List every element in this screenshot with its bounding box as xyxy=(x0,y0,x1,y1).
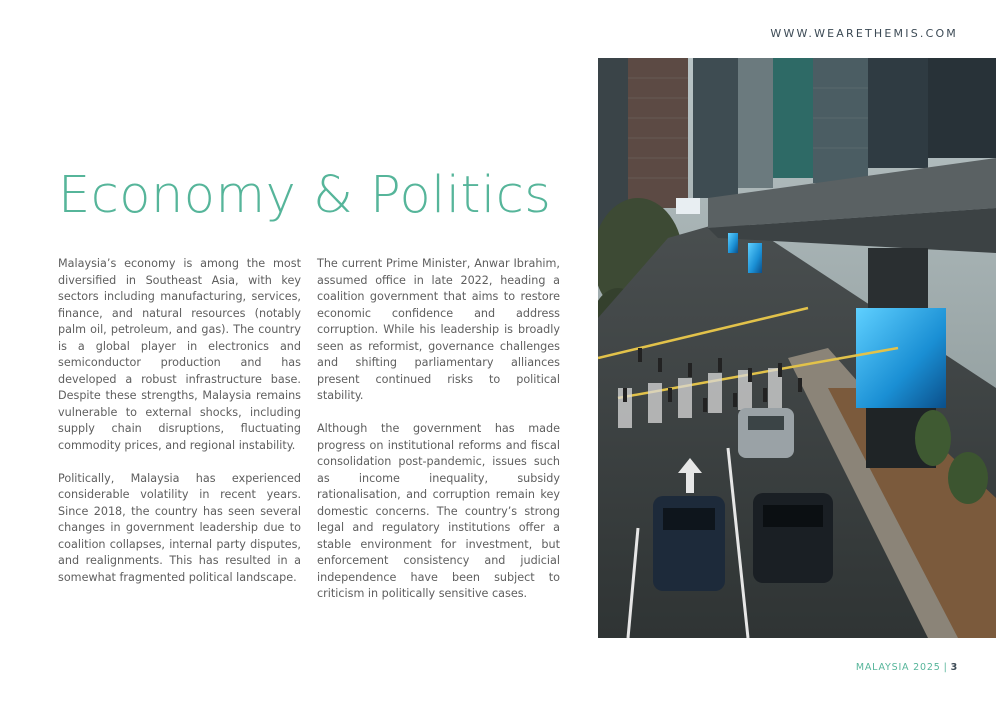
left-column xyxy=(58,256,301,603)
city-street-photo xyxy=(598,58,996,638)
paragraph-reforms: Although the government has made progress on institutional reforms and fiscal consolidation post-pandemic, issues such as income inequality, subsidy rationalisation, and corruption remain key domestic concerns. The country’s strong legal and regulatory institutions offer a stable environment for investment, but enforcement consistency and judicial independence have been subject to criticism in politically sensitive cases. xyxy=(317,422,560,600)
footer-separator: | xyxy=(943,662,948,673)
right-column xyxy=(317,256,560,619)
page-title: Economy & Politics xyxy=(58,166,552,225)
report-label: MALAYSIA 2025 xyxy=(855,662,941,673)
footer xyxy=(856,662,958,673)
site-url: WWW.WEARETHEMIS.COM xyxy=(770,27,958,40)
page-number: 3 xyxy=(950,662,958,673)
paragraph-economy: Malaysia’s economy is among the most diversified in Southeast Asia, with key sectors including manufacturing, services, finance, and natural resources (notably palm oil, petroleum, and gas). The country is a global player in electronics and semiconductor production and has developed a robust infrastructure base. Despite these strengths, Malaysia remains vulnerable to external shocks, including supply chain disruptions, fluctuating commodity prices, and regional instability. xyxy=(58,257,301,452)
paragraph-politics: Politically, Malaysia has experienced considerable volatility in recent years. Since 2018, the country has seen several changes in government leadership due to coalition collapses, internal party disputes, and realignments. This has resulted in a somewhat fragmented political landscape. xyxy=(58,471,301,584)
paragraph-prime-minister: The current Prime Minister, Anwar Ibrahim, assumed office in late 2022, heading a coalition government that aims to restore economic confidence and address corruption. While his leadership is broadly seen as reformist, governance challenges and shifting parliamentary alliances present continued risks to political stability. xyxy=(317,257,560,402)
